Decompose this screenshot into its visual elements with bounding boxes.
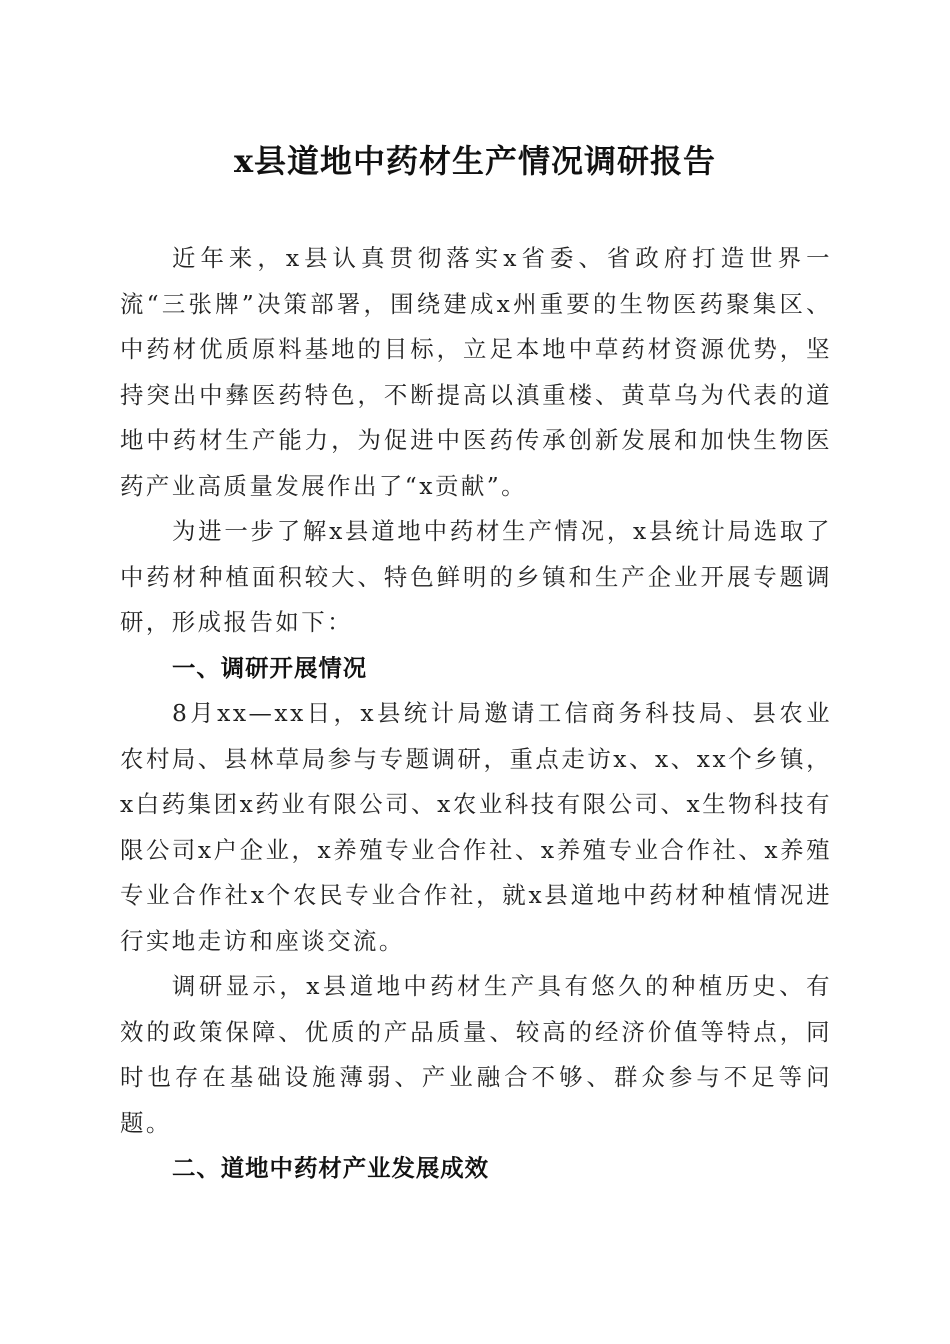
section-heading-1: 一、调研开展情况 [172, 653, 368, 682]
document-body [120, 236, 832, 1192]
section-heading-2: 二、道地中药材产业发展成效 [172, 1154, 490, 1182]
paragraph-survey-details: 8月xx—xx日，x县统计局邀请工信商务科技局、县农业农村局、县林草局参与专题调研，重点走访x、x、xx个乡镇，x白药集团x药业有限公司、x农业科技有限公司、x生物科技有限公司x户企业，x养殖专业合作社、x养殖专业合作社、x养殖专业合作社x个农民专业合作社，就x县道地中药材种植情况进行实地走访和座谈交流。 [120, 699, 832, 955]
paragraph-purpose: 为进一步了解x县道地中药材生产情况，x县统计局选取了中药材种植面积较大、特色鲜明的乡镇和生产企业开展专题调研，形成报告如下： [120, 517, 832, 636]
paragraph-intro: 近年来，x县认真贯彻落实x省委、省政府打造世界一流“三张牌”决策部署，围绕建成x州重要的生物医药聚集区、中药材优质原料基地的目标，立足本地中草药材资源优势，坚持突出中彝医药特色，不断提高以滇重楼、黄草乌为代表的道地中药材生产能力，为促进中医药传承创新发展和加快生物医药产业高质量发展作出了“x贡献”。 [120, 244, 832, 500]
document-title: x县道地中药材生产情况调研报告 [233, 142, 717, 180]
paragraph-survey-findings: 调研显示，x县道地中药材生产具有悠久的种植历史、有效的政策保障、优质的产品质量、较高的经济价值等特点，同时也存在基础设施薄弱、产业融合不够、群众参与不足等问题。 [120, 972, 832, 1137]
